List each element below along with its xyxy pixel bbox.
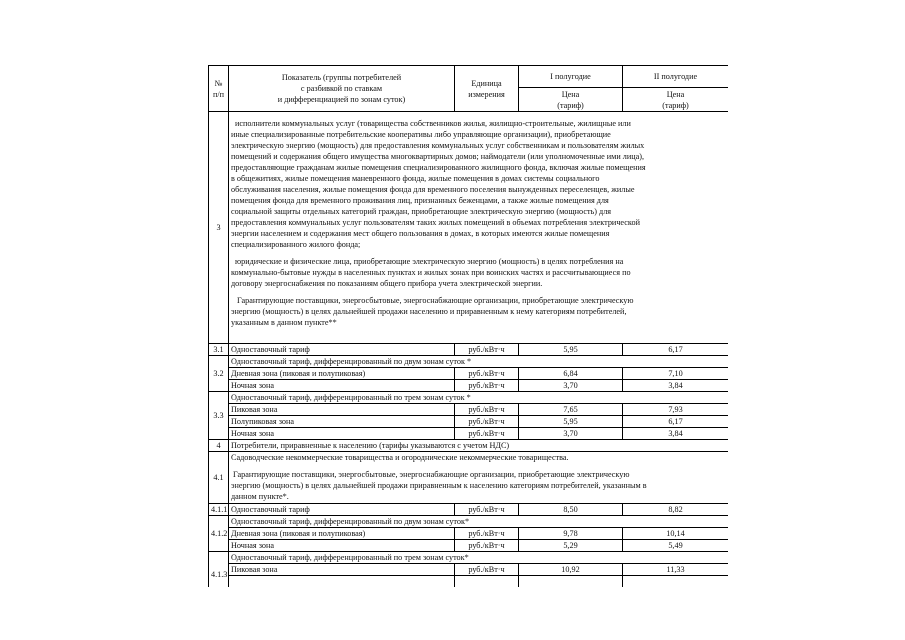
row-title: Одноставочный тариф, дифференцированный по двум зонам суток * [229, 356, 729, 368]
row-label: Дневная зона (пиковая и полупиковая) [229, 368, 455, 380]
row-number: 3 [209, 112, 229, 344]
row-price-first: 3,70 [519, 380, 623, 392]
row-price-second: 5,49 [623, 540, 729, 552]
row-price-second: 3,84 [623, 428, 729, 440]
section-3-description: исполнители коммунальных услуг (товарищества собственников жилья, жилищно-строительные, жилищные или иные специализированные потребительские кооперативы либо управляющие организации), приобретающие электрическую энергию (мощность) для предоставления коммунальных услуг собственникам и пользователям жилых помещений и содержания общего имущества многоквартирных домов; наймодатели (или уполномоченные ими лица), предоставляющие гражданам жилые помещения специализированного жилищного фонда, включая жилые помещения в общежитиях, жилые помещения маневренного фонда, жилые помещения в домах системы социального обслуживания населения, жилые помещения фонда для временного поселения вынужденных переселенцев, жилые помещения фонда для временного проживания лиц, признанных беженцами, а также жилые помещения для социальной защиты отдельных категорий граждан, приобретающие электрическую энергию (мощность) для предоставления коммунальных услуг пользователям таких жилых помещений в объемах потребления электрической энергии населением и содержания мест общего пользования в домах, в которых имеются жилые помещения специализированного жилого фонда; юридические и физические лица, приобретающие электрическую энергию (мощность) в целях потребления на коммунально-бытовые нужды в населенных пунктах и жилых зонах при воинских частях и рассчитывающиеся по договору энергоснабжения по показаниям общего прибора учета электрической энергии. Гарантирующие поставщики, энергосбытовые, энергоснабжающие организации, приобретающие электрическую энергию (мощность) в целях дальнейшей продажи населению и приравненным к нему категориям потребителей, указанным в данном пункте** [229, 112, 729, 344]
row-label: Дневная зона (пиковая и полупиковая) [229, 528, 455, 540]
row-price-first: 5,95 [519, 416, 623, 428]
row-price-first: 8,50 [519, 504, 623, 516]
row-price-second: 10,14 [623, 528, 729, 540]
row-title: Одноставочный тариф, дифференцированный по трем зонам суток * [229, 392, 729, 404]
row-label: Одноставочный тариф [229, 344, 455, 356]
row-price-first: 7,65 [519, 404, 623, 416]
row-price-first: 9,78 [519, 528, 623, 540]
row-number: 3.1 [209, 344, 229, 356]
row-unit: руб./кВт·ч [455, 404, 519, 416]
row-label: Пиковая зона [229, 404, 455, 416]
row-title: Одноставочный тариф, дифференцированный по двум зонам суток* [229, 516, 729, 528]
row-unit: руб./кВт·ч [455, 504, 519, 516]
row-unit: руб./кВт·ч [455, 380, 519, 392]
table-row [209, 368, 729, 380]
row-label: Ночная зона [229, 540, 455, 552]
table-row [209, 564, 729, 576]
row-unit: руб./кВт·ч [455, 528, 519, 540]
tariff-table [208, 65, 728, 587]
row-number: 4.1.1 [209, 504, 229, 516]
row-label: Пиковая зона [229, 564, 455, 576]
row-unit: руб./кВт·ч [455, 344, 519, 356]
table-row [209, 404, 729, 416]
header-price-first: Цена (тариф) [519, 88, 623, 112]
row-unit: руб./кВт·ч [455, 428, 519, 440]
row-price-first: 10,92 [519, 564, 623, 576]
row-unit: руб./кВт·ч [455, 416, 519, 428]
table-row [209, 540, 729, 552]
section-3-row [209, 112, 729, 344]
row-label: Ночная зона [229, 428, 455, 440]
header-second-half: II полугодие [623, 66, 729, 88]
header-indicator: Показатель (группы потребителей с разбивкой по ставкам и дифференциацией по зонам суток) [229, 66, 455, 112]
row-unit: руб./кВт·ч [455, 368, 519, 380]
header-number: № п/п [209, 66, 229, 112]
table-row [209, 416, 729, 428]
row-number: 4.1.3 [209, 552, 229, 588]
row-label: Одноставочный тариф [229, 504, 455, 516]
header-unit: Единица измерения [455, 66, 519, 112]
tariff-document-page [208, 65, 728, 587]
header-first-half: I полугодие [519, 66, 623, 88]
row-price-second [623, 576, 729, 588]
table-row [209, 516, 729, 528]
row-title: Одноставочный тариф, дифференцированный по трем зонам суток* [229, 552, 729, 564]
table-row [209, 392, 729, 404]
table-row [209, 356, 729, 368]
row-number: 3.3 [209, 392, 229, 440]
row-number: 4.1 [209, 452, 229, 504]
row-label: Ночная зона [229, 380, 455, 392]
row-label [229, 576, 455, 588]
table-row [209, 552, 729, 564]
row-price-first [519, 576, 623, 588]
table-row [209, 504, 729, 516]
section-4-1-description: Садоводческие некоммерческие товарищества и огороднические некоммерческие товарищества. Гарантирующие поставщики, энергосбытовые, энергоснабжающие организации, приобретающие электрическую энергию (мощность) в целях дальнейшей продажи приравненным к населению категориям потребителей, указанным в данном пункте*. [229, 452, 729, 504]
header-price-second: Цена (тариф) [623, 88, 729, 112]
row-price-first: 6,84 [519, 368, 623, 380]
row-price-second: 8,82 [623, 504, 729, 516]
header-row [209, 66, 729, 88]
row-number: 3.2 [209, 356, 229, 392]
row-price-second: 7,93 [623, 404, 729, 416]
table-row [209, 440, 729, 452]
row-number: 4.1.2 [209, 516, 229, 552]
table-row [209, 528, 729, 540]
row-title: Потребители, приравненные к населению (тарифы указываются с учетом НДС) [229, 440, 729, 452]
table-row [209, 344, 729, 356]
row-price-first: 5,29 [519, 540, 623, 552]
row-unit: руб./кВт·ч [455, 540, 519, 552]
row-unit: руб./кВт·ч [455, 564, 519, 576]
row-price-second: 7,10 [623, 368, 729, 380]
row-price-second: 6,17 [623, 416, 729, 428]
row-number: 4 [209, 440, 229, 452]
table-row [209, 380, 729, 392]
row-price-second: 6,17 [623, 344, 729, 356]
table-row [209, 452, 729, 504]
table-row [209, 576, 729, 588]
row-label: Полупиковая зона [229, 416, 455, 428]
table-row [209, 428, 729, 440]
row-unit [455, 576, 519, 588]
row-price-first: 5,95 [519, 344, 623, 356]
row-price-first: 3,70 [519, 428, 623, 440]
row-price-second: 11,33 [623, 564, 729, 576]
row-price-second: 3,84 [623, 380, 729, 392]
